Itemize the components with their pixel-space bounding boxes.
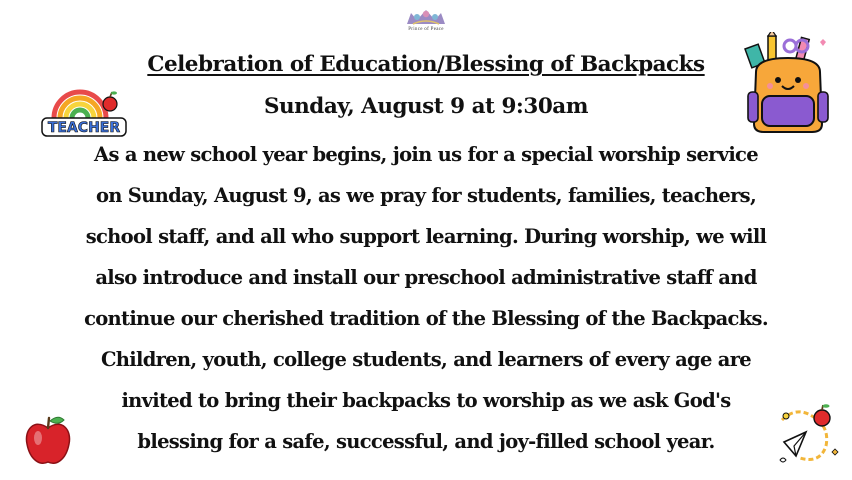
body-line: As a new school year begins, join us for a special worship service [94,143,758,166]
body-line: school staff, and all who support learning. During worship, we will [85,225,767,248]
body-line: Children, youth, college students, and learners of every age are [100,348,752,371]
apple-icon [24,414,72,468]
rainbow-teacher-icon [40,86,128,138]
page-title: Celebration of Education/Blessing of Backpacks [147,52,705,77]
announcement-body [0,134,852,462]
body-line: continue our cherished tradition of the Blessing of the Backpacks. [84,307,768,330]
body-line: also introduce and install our preschool administrative staff and [95,266,757,289]
backpack-icon [742,32,834,136]
body-line: invited to bring their backpacks to worship as we ask God's [121,389,731,412]
church-logo [400,8,452,38]
body-line: on Sunday, August 9, as we pray for students, families, teachers, [95,184,757,207]
crown-logo-icon [403,8,449,26]
event-date: Sunday, August 9 at 9:30am [264,94,588,119]
logo-text: Prince of Peace [408,27,444,32]
paper-plane-apple-icon [776,402,842,468]
teacher-sticker-text: TEACHER [47,120,121,136]
body-line: blessing for a safe, successful, and joy-filled school year. [137,430,715,453]
